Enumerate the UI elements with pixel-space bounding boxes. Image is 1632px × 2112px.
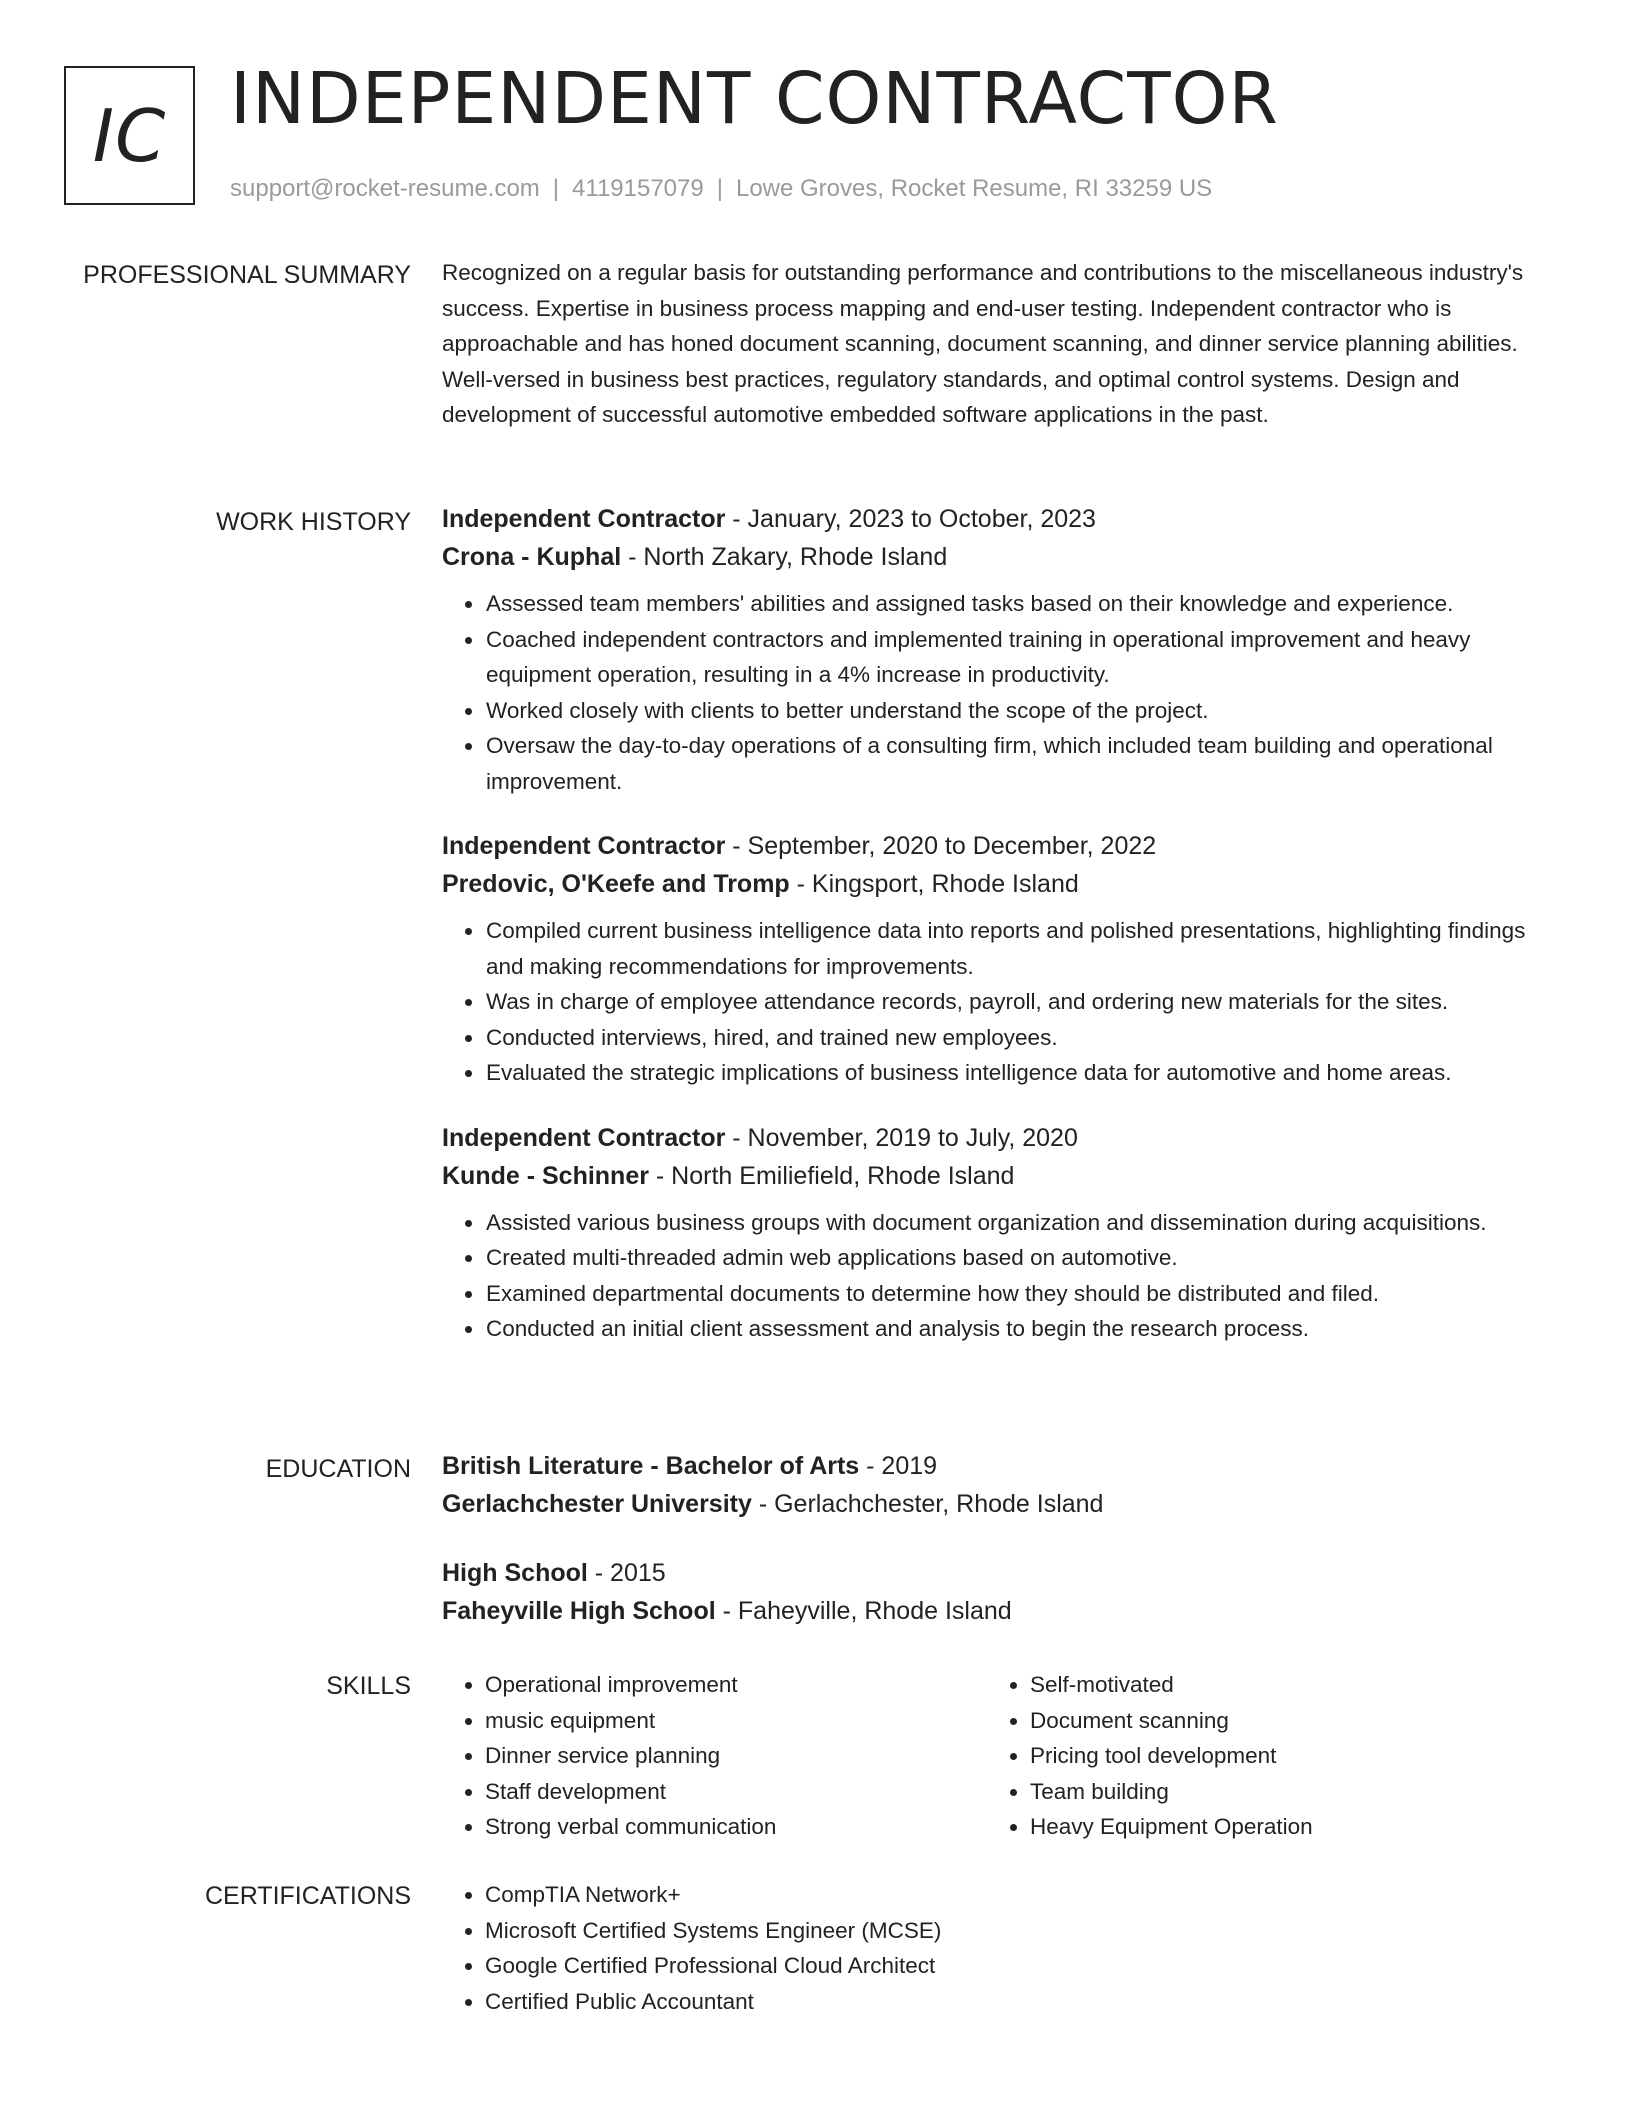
job-bullet: • Assessed team members' abilities and assigned tasks based on their knowledge and experience. (485, 586, 1552, 622)
contact-line (230, 175, 1212, 203)
job-company-line (442, 1157, 1552, 1195)
certification-item: • Certified Public Accountant (485, 1984, 1552, 2020)
skill-item: • Team building (1030, 1774, 1532, 1810)
skill-item: • Self-motivated (1030, 1667, 1532, 1703)
certification-item: • Google Certified Professional Cloud Architect (485, 1948, 1552, 1984)
job-location: - North Zakary, Rhode Island (621, 543, 948, 571)
certifications-column (442, 1877, 1552, 2019)
education-school-line (442, 1592, 1552, 1630)
section-label-education: EDUCATION (265, 1455, 411, 1483)
education-location: - Gerlachchester, Rhode Island (751, 1490, 1104, 1518)
job-title: Independent Contractor (442, 505, 726, 533)
education-school: Faheyville High School (442, 1597, 716, 1625)
job-title: Independent Contractor (442, 1123, 726, 1152)
skill-item: • Document scanning (1030, 1703, 1532, 1739)
certification-item: • CompTIA Network+ (485, 1877, 1552, 1913)
section-label-summary: PROFESSIONAL SUMMARY (83, 261, 411, 289)
skill-item: • Dinner service planning (485, 1738, 987, 1774)
job-bullet: • Worked closely with clients to better understand the scope of the project. (485, 693, 1552, 729)
job-bullets (442, 1205, 1552, 1347)
education-body (442, 1447, 1552, 1661)
skills-list (442, 1667, 987, 1845)
job-location: - Kingsport, Rhode Island (789, 870, 1079, 898)
job-company: Crona - Kuphal (442, 543, 622, 571)
job-entry (442, 500, 1552, 799)
skill-item: • Staff development (485, 1774, 987, 1810)
section-label-skills: SKILLS (326, 1672, 411, 1700)
education-degree-line (442, 1447, 1552, 1485)
contact-email: support@rocket-resume.com (230, 175, 540, 202)
education-entry (442, 1554, 1552, 1630)
job-bullet: • Assisted various business groups with document organization and dissemination during acquisitions. (485, 1205, 1552, 1241)
summary-text: Recognized on a regular basis for outstanding performance and contributions to the miscellaneous industry's success. Expertise in business process mapping and end-user testing. Independent contractor who is approachable and has honed document scanning, document scanning, and dinner service planning abilities. Well-versed in business best practices, regulatory standards, and optimal control systems. Design and development of successful automotive embedded software applications in the past. (442, 260, 1524, 427)
skill-item: • Pricing tool development (1030, 1738, 1532, 1774)
contact-phone: 4119157079 (572, 175, 704, 202)
work-history-body (442, 500, 1552, 1375)
job-bullet: • Conducted an initial client assessment and analysis to begin the research process. (485, 1311, 1552, 1347)
job-title-line (442, 1119, 1552, 1157)
contact-separator: | (552, 175, 560, 202)
skill-item: • Operational improvement (485, 1667, 987, 1703)
job-bullets (442, 586, 1552, 799)
job-company: Kunde - Schinner (442, 1161, 649, 1190)
certification-item: • Microsoft Certified Systems Engineer (MCSE) (485, 1913, 1552, 1949)
education-school-line (442, 1485, 1552, 1523)
education-degree: High School (442, 1559, 588, 1587)
certifications-list (442, 1877, 1552, 2019)
education-location: - Faheyville, Rhode Island (715, 1597, 1012, 1625)
skill-item: • Heavy Equipment Operation (1030, 1809, 1532, 1845)
education-degree-line (442, 1554, 1552, 1592)
job-dates: - September, 2020 to December, 2022 (725, 832, 1157, 860)
candidate-name: INDEPENDENT CONTRACTOR (230, 57, 1279, 140)
job-title-line (442, 827, 1552, 865)
education-year: - 2019 (859, 1452, 938, 1480)
job-title-line (442, 500, 1552, 538)
job-bullet: • Created multi-threaded admin web applications based on automotive. (485, 1240, 1552, 1276)
skills-column-right (987, 1667, 1532, 1845)
job-bullet: • Evaluated the strategic implications of business intelligence data for automotive and home areas. (485, 1055, 1552, 1091)
job-company: Predovic, O'Keefe and Tromp (442, 870, 790, 898)
job-company-line (442, 865, 1552, 903)
education-entry (442, 1447, 1552, 1523)
job-dates: - November, 2019 to July, 2020 (725, 1123, 1078, 1152)
job-bullet: • Was in charge of employee attendance records, payroll, and ordering new materials for the sites. (485, 984, 1552, 1020)
job-location: - North Emiliefield, Rhode Island (648, 1161, 1015, 1190)
job-bullets (442, 913, 1552, 1091)
education-school: Gerlachchester University (442, 1490, 752, 1518)
job-dates: - January, 2023 to October, 2023 (725, 505, 1096, 533)
skill-item: • Strong verbal communication (485, 1809, 987, 1845)
job-bullet: • Conducted interviews, hired, and trained new employees. (485, 1020, 1552, 1056)
job-company-line (442, 538, 1552, 576)
skills-list (987, 1667, 1532, 1845)
job-bullet: • Oversaw the day-to-day operations of a consulting firm, which included team building and operational improvement. (485, 728, 1552, 799)
contact-address: Lowe Groves, Rocket Resume, RI 33259 US (735, 175, 1213, 202)
section-label-certifications: CERTIFICATIONS (204, 1882, 411, 1910)
job-entry (442, 1119, 1552, 1347)
skills-body (442, 1667, 1552, 1845)
certifications-body (442, 1877, 1552, 2019)
job-bullet: • Examined departmental documents to determine how they should be distributed and filed. (485, 1276, 1552, 1312)
monogram-logo: IC (64, 66, 195, 205)
section-label-work-history: WORK HISTORY (216, 508, 411, 536)
job-entry (442, 827, 1552, 1091)
job-title: Independent Contractor (442, 832, 726, 860)
summary-body (442, 260, 1552, 441)
education-year: - 2015 (587, 1559, 666, 1587)
skills-column-left (442, 1667, 987, 1845)
skill-item: • music equipment (485, 1703, 987, 1739)
skills-columns (442, 1667, 1552, 1845)
contact-separator: | (716, 175, 723, 202)
education-degree: British Literature - Bachelor of Arts (442, 1452, 860, 1480)
job-bullet: • Compiled current business intelligence data into reports and polished presentations, highlighting findings and making recommendations for improvements. (485, 913, 1552, 984)
job-bullet: • Coached independent contractors and implemented training in operational improvement and heavy equipment operation, resulting in a 4% increase in productivity. (485, 622, 1552, 693)
